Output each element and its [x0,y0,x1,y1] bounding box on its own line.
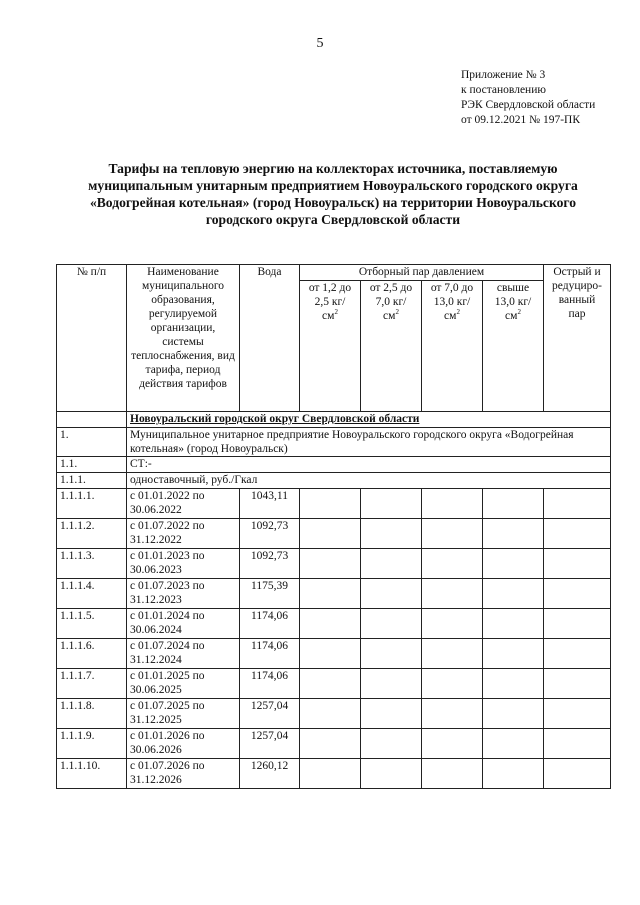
system-num: 1.1. [57,457,127,473]
row-empty-cell [544,489,611,519]
row-num: 1.1.1.10. [57,759,127,789]
table-row [57,579,611,609]
row-empty-cell [361,549,422,579]
appendix-line: к постановлению [461,84,546,96]
row-water-tariff: 1174,06 [240,639,300,669]
table-row [57,699,611,729]
row-empty-cell [483,759,544,789]
row-empty-cell [422,729,483,759]
row-empty-cell [422,519,483,549]
row-empty-cell [483,699,544,729]
section-title: Новоуральский городской округ Свердловской области [127,412,611,428]
row-period: с 01.01.2024 по 30.06.2024 [127,609,240,639]
table-row [57,549,611,579]
row-empty-cell [300,549,361,579]
row-period: с 01.01.2026 по 30.06.2026 [127,729,240,759]
row-empty-cell [422,549,483,579]
tariff-rows [57,489,611,789]
appendix-block [461,68,595,128]
row-empty-cell [361,729,422,759]
row-period: с 01.07.2025 по 31.12.2025 [127,699,240,729]
header-steam-1: от 1,2 до 2,5 $кг/см^2$ [300,281,361,412]
appendix-line: от 09.12.2021 № 197-ПК [461,114,581,126]
row-empty-cell [422,759,483,789]
row-empty-cell [483,549,544,579]
row-empty-cell [483,609,544,639]
row-num: 1.1.1.5. [57,609,127,639]
row-empty-cell [544,639,611,669]
header-steam-4: свыше 13,0 $кг/см^2$ [483,281,544,412]
row-water-tariff: 1257,04 [240,729,300,759]
tariff-type-row [57,473,611,489]
row-num: 1.1.1.3. [57,549,127,579]
row-empty-cell [483,669,544,699]
row-empty-cell [300,609,361,639]
row-period: с 01.07.2024 по 31.12.2024 [127,639,240,669]
header-num: № п/п [57,265,127,412]
row-empty-cell [483,639,544,669]
header-row [57,265,611,281]
row-water-tariff: 1260,12 [240,759,300,789]
header-steam-2: от 2,5 до 7,0 $кг/см^2$ [361,281,422,412]
table-row [57,639,611,669]
row-empty-cell [361,759,422,789]
row-empty-cell [300,639,361,669]
row-empty-cell [483,579,544,609]
row-empty-cell [483,489,544,519]
row-period: с 01.01.2025 по 30.06.2025 [127,669,240,699]
row-water-tariff: 1175,39 [240,579,300,609]
row-period: с 01.01.2023 по 30.06.2023 [127,549,240,579]
page-number: 5 [316,36,324,51]
row-empty-cell [361,489,422,519]
row-empty-cell [544,609,611,639]
row-water-tariff: 1174,06 [240,669,300,699]
row-water-tariff: 1043,11 [240,489,300,519]
row-num: 1.1.1.4. [57,579,127,609]
row-empty-cell [544,669,611,699]
row-water-tariff: 1092,73 [240,519,300,549]
row-num: 1.1.1.7. [57,669,127,699]
org-name: Муниципальное унитарное предприятие Новоуральского городского округа «Водогрейная котельная» (город Новоуральск) [127,428,611,457]
row-empty-cell [300,699,361,729]
row-empty-cell [483,729,544,759]
row-empty-cell [361,699,422,729]
row-water-tariff: 1257,04 [240,699,300,729]
row-empty-cell [544,729,611,759]
org-row [57,428,611,457]
row-num: 1.1.1.2. [57,519,127,549]
row-period: с 01.01.2022 по 30.06.2022 [127,489,240,519]
row-num: 1.1.1.6. [57,639,127,669]
row-empty-cell [422,669,483,699]
row-num: 1.1.1.9. [57,729,127,759]
tariff-type-num: 1.1.1. [57,473,127,489]
org-num: 1. [57,428,127,457]
row-water-tariff: 1174,06 [240,609,300,639]
row-empty-cell [544,549,611,579]
row-empty-cell [361,519,422,549]
header-steam-group: Отборный пар давлением [300,265,544,281]
row-empty-cell [361,609,422,639]
table-row [57,489,611,519]
row-empty-cell [422,699,483,729]
row-empty-cell [544,519,611,549]
row-period: с 01.07.2022 по 31.12.2022 [127,519,240,549]
row-num: 1.1.1.1. [57,489,127,519]
row-empty-cell [300,489,361,519]
row-empty-cell [361,639,422,669]
table-row [57,669,611,699]
row-empty-cell [300,759,361,789]
header-name: Наименование муниципального образования, регулируемой организации, системы теплоснабжения, вид тарифа, период действия тарифов [127,265,240,412]
tariff-type-label: одноставочный, руб./Гкал [127,473,611,489]
row-num: 1.1.1.8. [57,699,127,729]
row-empty-cell [300,729,361,759]
row-period: с 01.07.2023 по 31.12.2023 [127,579,240,609]
header-water: Вода [240,265,300,412]
row-empty-cell [422,489,483,519]
row-empty-cell [361,669,422,699]
row-empty-cell [300,579,361,609]
table-row [57,609,611,639]
row-empty-cell [422,609,483,639]
row-empty-cell [361,579,422,609]
table-row [57,729,611,759]
tariff-table [56,264,611,789]
section-row [57,412,611,428]
row-empty-cell [300,519,361,549]
system-label: СТ:- [127,457,611,473]
row-empty-cell [300,669,361,699]
header-steam-3: от 7,0 до 13,0 $кг/см^2$ [422,281,483,412]
table-row [57,519,611,549]
document-title: Тарифы на тепловую энергию на коллекторах источника, поставляемую муниципальным унитарным предприятием Новоуральского городского округа «Водогрейная котельная» (город Новоуральск) на территории Новоуральского городского округа Свердловской области [88,161,578,227]
row-empty-cell [422,579,483,609]
system-row [57,457,611,473]
header-sharp-steam: Острый и редуциро-ванный пар [544,265,611,412]
row-empty-cell [483,519,544,549]
row-empty-cell [544,699,611,729]
row-water-tariff: 1092,73 [240,549,300,579]
row-period: с 01.07.2026 по 31.12.2026 [127,759,240,789]
table-row [57,759,611,789]
row-empty-cell [544,579,611,609]
row-empty-cell [422,639,483,669]
appendix-line: Приложение № 3 [461,69,546,81]
row-empty-cell [544,759,611,789]
appendix-line: РЭК Свердловской области [461,99,596,111]
